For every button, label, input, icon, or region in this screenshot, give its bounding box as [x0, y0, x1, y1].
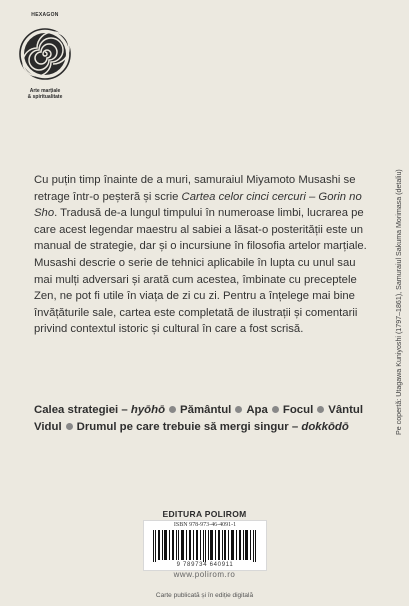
bullet-icon [235, 406, 242, 413]
isbn-text: ISBN 978-973-46-4091-1 [173, 522, 237, 528]
chapter-1-term: hyōhō [130, 404, 166, 416]
chapter-1 [34, 404, 165, 416]
chapter-6: Vidul [34, 420, 62, 433]
bullet-icon [317, 406, 324, 413]
series-logo [16, 8, 74, 108]
description-part2: . Tradusă de-a lungul timpului în numeroase limbi, lucrarea pe care acest legendar maestru al sabiei a lăsat-o posterității este un manual de strategie, dar și o incursiune în filosofia artelor marțiale. Musashi descrie o serie de tehnici aplicabile în lupta cu unul sau mai mulți adversari și arată cum acestea, îmbinate cu preceptele Zen, ne pot fi utile în viața de zi cu zi. Pentru a înțelege mai bine învățăturile sale, cartea este completată de ilustrații și comentarii privind contextul istoric și cultural în care a fost scrisă. [34, 207, 367, 336]
book-description [34, 172, 374, 338]
chapter-7-label: Drumul pe care trebuie să mergi singur – [76, 420, 302, 433]
chapter-1-label: Calea strategiei – [34, 404, 131, 416]
chapter-7-term: dokkōdō [301, 420, 349, 433]
barcode-block [143, 520, 267, 571]
chapter-3: Apa [246, 404, 268, 416]
chapter-7 [77, 421, 349, 433]
logo-subtitle-line1: Arte marțiale [29, 88, 61, 94]
publisher-website: www.polirom.ro [173, 570, 236, 579]
chapter-5: Vântul [328, 404, 364, 416]
publisher-name: EDITURA POLIROM [162, 509, 247, 519]
chapter-2: Pământul [180, 404, 232, 416]
logo-subtitle-line2: & spiritualitate [27, 94, 63, 100]
description-part1: Cu puțin timp înainte de a muri, samuraiul Miyamoto Musashi se retrage într-o peșteră și scrie [34, 174, 356, 203]
bullet-icon [272, 406, 279, 413]
bullet-icon [66, 423, 73, 430]
chapter-4: Focul [282, 404, 314, 416]
description-book-title: Cartea celor cinci cercuri – Gorin no Sho [34, 190, 362, 220]
logo-subtitle [16, 88, 74, 100]
cover-illustration-credit: Pe copertă: Utagawa Kuniyoshi (1797–1861), Samuraiul Sakuma Morimasa (detaliu) [395, 169, 403, 435]
logo-series-name: HEXAGON [31, 12, 59, 18]
bullet-icon [169, 406, 176, 413]
digital-edition-note: Carte publicată și în ediție digitală [155, 592, 254, 599]
chapter-list [34, 402, 380, 435]
barcode-number: 9 789734 640911 [176, 562, 234, 568]
barcode-icon [151, 530, 259, 562]
